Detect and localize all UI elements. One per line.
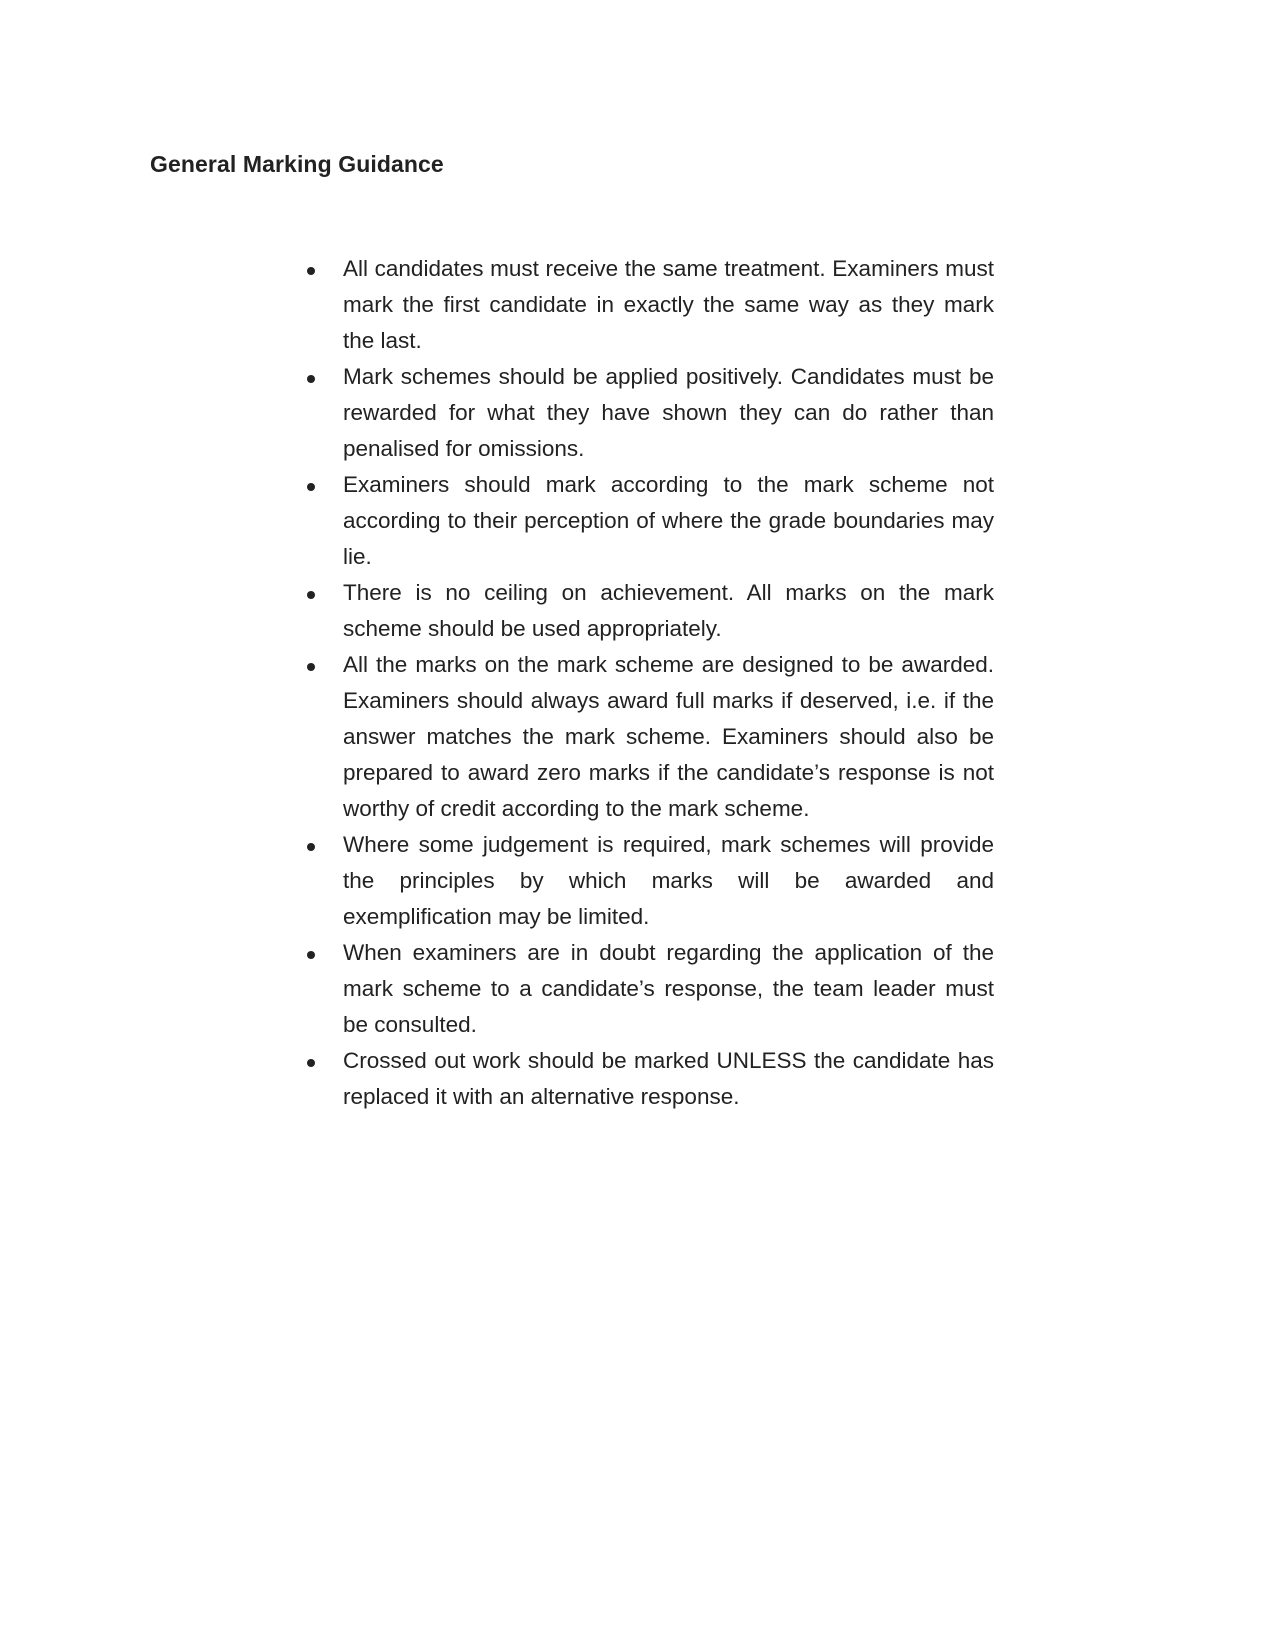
list-item-text: All the marks on the mark scheme are designed to be awarded. Examiners should always award full marks if deserved, i.e. if the answer matches the mark scheme. Examiners should also be prepared to award zero marks if the candidate’s response is not worthy of credit according to the mark scheme. bbox=[343, 652, 994, 821]
bullet-icon bbox=[307, 663, 315, 671]
bullet-icon bbox=[307, 591, 315, 599]
list-item-text: Crossed out work should be marked UNLESS the candidate has replaced it with an alternative response. bbox=[343, 1048, 994, 1109]
bullet-icon bbox=[307, 843, 315, 851]
list-item bbox=[343, 575, 994, 647]
bullet-icon bbox=[307, 483, 315, 491]
guidance-list bbox=[343, 251, 994, 1115]
list-item-text: When examiners are in doubt regarding the application of the mark scheme to a candidate’s response, the team leader must be consulted. bbox=[343, 940, 994, 1037]
list-item bbox=[343, 827, 994, 935]
bullet-icon bbox=[307, 1059, 315, 1067]
list-item bbox=[343, 1043, 994, 1115]
list-item-text: Examiners should mark according to the mark scheme not according to their perception of where the grade boundaries may lie. bbox=[343, 472, 994, 569]
list-item bbox=[343, 647, 994, 827]
list-item-text: There is no ceiling on achievement. All marks on the mark scheme should be used appropriately. bbox=[343, 580, 994, 641]
list-item-text: Mark schemes should be applied positively. Candidates must be rewarded for what they have shown they can do rather than penalised for omissions. bbox=[343, 364, 994, 461]
bullet-icon bbox=[307, 375, 315, 383]
list-item bbox=[343, 935, 994, 1043]
list-item-text: All candidates must receive the same treatment. Examiners must mark the first candidate in exactly the same way as they mark the last. bbox=[343, 256, 994, 353]
list-item bbox=[343, 359, 994, 467]
bullet-icon bbox=[307, 267, 315, 275]
list-item bbox=[343, 251, 994, 359]
bullet-icon bbox=[307, 951, 315, 959]
list-item bbox=[343, 467, 994, 575]
list-item-text: Where some judgement is required, mark schemes will provide the principles by which marks will be awarded and exemplification may be limited. bbox=[343, 832, 994, 929]
page-title: General Marking Guidance bbox=[150, 151, 444, 177]
